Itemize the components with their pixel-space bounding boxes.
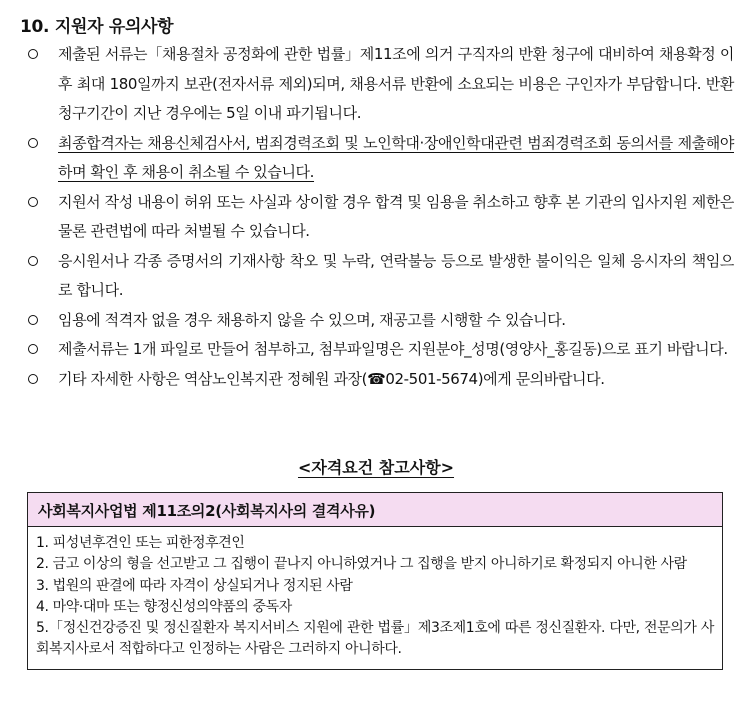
- notice-text: 임용에 적격자 없을 경우 채용하지 않을 수 있으며, 재공고를 시행할 수 있습니다.: [58, 310, 566, 329]
- circle-bullet-icon: [28, 49, 38, 59]
- circle-bullet-icon: [28, 315, 38, 325]
- section-title: 10. 지원자 유의사항: [20, 17, 174, 37]
- notice-text: 응시원서나 각종 증명서의 기재사항 착오 및 누락, 연락불능 등으로 발생한 불이익은 일체 응시자의 책임으로 합니다.: [58, 251, 734, 299]
- notice-item: [26, 247, 734, 306]
- list-item: 3. 법원의 판결에 따라 자격이 상실되거나 정지된 사람: [36, 577, 353, 594]
- notice-item: [26, 365, 734, 395]
- list-item: 1. 피성년후견인 또는 피한정후견인: [36, 535, 245, 551]
- disqualification-table: [27, 492, 723, 670]
- notice-item: [26, 129, 734, 188]
- notice-text: 제출된 서류는「채용절차 공정화에 관한 법률」제11조에 의거 구직자의 반환 청구에 대비하여 채용확정 이후 최대 180일까지 보관(전자서류 제외)되며, 채용서류 반환에 소요되는 비용은 구인자가 부담합니다. 반환 청구기간이 지난 경우에는 5일 이내 파기됩니다.: [58, 45, 734, 122]
- circle-bullet-icon: [28, 256, 38, 266]
- circle-bullet-icon: [28, 344, 38, 354]
- table-body: [28, 527, 722, 669]
- notice-text-underlined: 최종합격자는 채용신체검사서, 범죄경력조회 및 노인학대·장애인학대관련 범죄경력조회 동의서를 제출해야 하며 확인 후 채용이 취소될 수 있습니다.: [58, 133, 734, 181]
- notice-item: [26, 40, 734, 129]
- notice-text: 기타 자세한 사항은 역삼노인복지관 정혜원 과장(☎02-501-5674)에게 문의바랍니다.: [58, 369, 605, 388]
- notice-text: 지원서 작성 내용이 허위 또는 사실과 상이할 경우 합격 및 임용을 취소하고 향후 본 기관의 입사지원 제한은 물론 관련법에 따라 처벌될 수 있습니다.: [58, 192, 734, 240]
- circle-bullet-icon: [28, 197, 38, 207]
- table-header: 사회복지사업법 제11조의2(사회복지사의 결격사유): [28, 493, 722, 527]
- list-item: 5.「정신건강증진 및 정신질환자 복지서비스 지원에 관한 법률」제3조제1호에 따른 정신질환자. 다만, 전문의가 사회복지사로서 적합하다고 인정하는 사람은 그러하지 아니하다.: [36, 620, 714, 658]
- notice-item: [26, 188, 734, 247]
- notice-item: [26, 335, 734, 365]
- circle-bullet-icon: [28, 374, 38, 384]
- notice-item: [26, 306, 734, 336]
- circle-bullet-icon: [28, 138, 38, 148]
- notice-list: [26, 40, 734, 394]
- reference-heading: <자격요건 참고사항>: [297, 458, 455, 477]
- notice-text: 제출서류는 1개 파일로 만들어 첨부하고, 첨부파일명은 지원분야_성명(영양사_홍길동)으로 표기 바랍니다.: [58, 340, 728, 358]
- list-item: 2. 금고 이상의 형을 선고받고 그 집행이 끝나지 아니하였거나 그 집행을 받지 아니하기로 확정되지 아니한 사람: [36, 556, 687, 573]
- list-item: 4. 마약·대마 또는 향정신성의약품의 중독자: [36, 598, 292, 615]
